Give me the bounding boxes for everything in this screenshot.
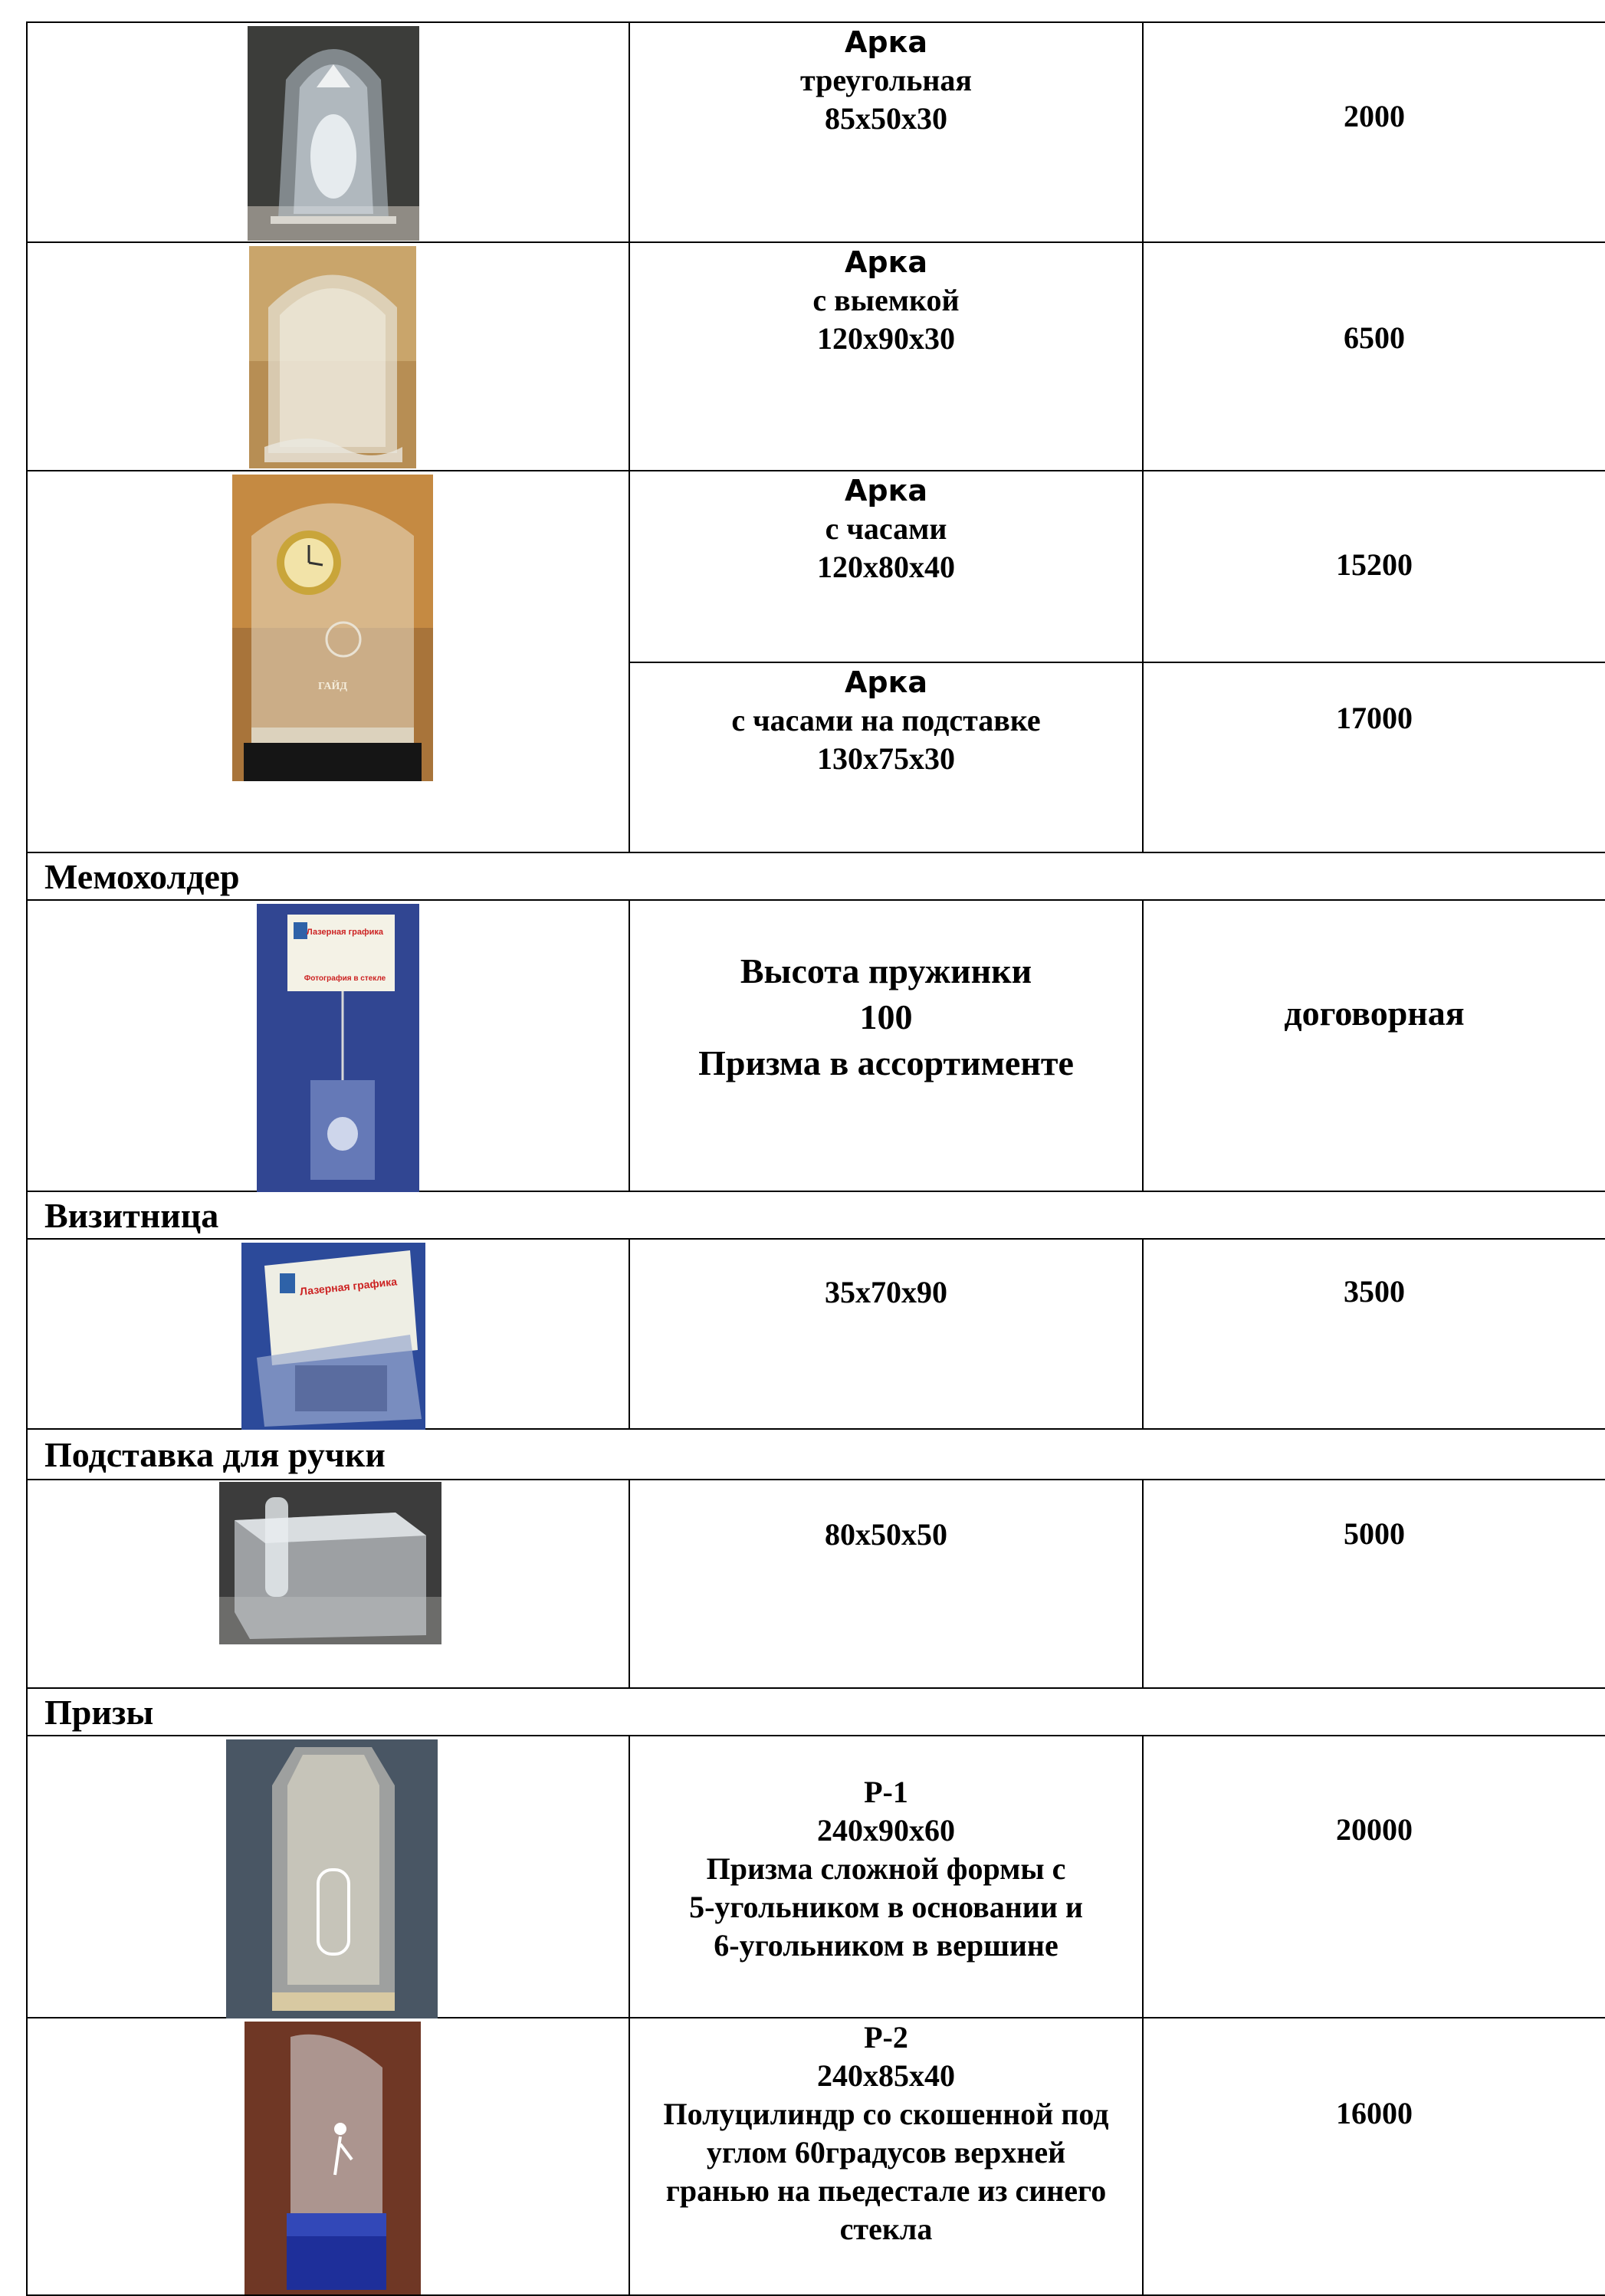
product-size: 120х90х30 [817, 321, 955, 356]
product-title: Арка [844, 665, 928, 699]
table-row [27, 1239, 1605, 1429]
product-detail: 5-угольником в основании и [689, 1890, 1083, 1924]
product-photo-cell [27, 900, 629, 1191]
card-holder-photo [241, 1243, 425, 1430]
product-price: 2000 [1344, 99, 1405, 133]
memo-card-text-2: Фотография в стекле [304, 974, 386, 983]
crystal-arch-triangle-photo [248, 26, 419, 241]
product-description [629, 2018, 1143, 2295]
product-price-cell [1143, 1239, 1605, 1429]
product-description [629, 1736, 1143, 2018]
section-heading: Призы [27, 1688, 1605, 1736]
product-photo-cell [27, 1239, 629, 1429]
product-description [629, 471, 1143, 662]
product-price-cell [1143, 22, 1605, 242]
product-price: 6500 [1344, 320, 1405, 355]
product-size: 120х80х40 [817, 550, 955, 584]
product-code: Р-1 [864, 1775, 908, 1809]
product-price-cell [1143, 471, 1605, 662]
product-variant: с часами на подставке [731, 703, 1041, 737]
product-size: 240х85х40 [817, 2058, 955, 2093]
table-row [27, 22, 1605, 242]
section-heading: Визитница [27, 1191, 1605, 1239]
table-row [27, 471, 1605, 662]
crystal-arch-notch-photo [249, 246, 416, 468]
product-price: 17000 [1336, 701, 1413, 735]
product-photo-cell [27, 242, 629, 471]
product-title: Арка [844, 245, 928, 279]
product-photo-cell [27, 1736, 629, 2018]
product-price-cell [1143, 2018, 1605, 2295]
product-description [629, 900, 1143, 1191]
spring-height-label: Высота пружинки [740, 951, 1032, 990]
memo-card-text: Лазерная графика [306, 928, 384, 937]
pen-stand-photo [219, 1482, 441, 1644]
product-description [629, 662, 1143, 852]
product-size: 130х75х30 [817, 741, 955, 776]
product-photo-cell [27, 1480, 629, 1688]
prize-p1-photo [226, 1739, 438, 2018]
table-row [27, 2018, 1605, 2295]
section-heading: Мемохолдер [27, 852, 1605, 900]
product-description [629, 1239, 1143, 1429]
crystal-arch-clock-photo [232, 475, 433, 781]
product-variant: с часами [825, 511, 947, 546]
product-size: 240х90х60 [817, 1813, 955, 1848]
product-description [629, 1480, 1143, 1688]
product-photo-cell [27, 471, 629, 852]
clock-engraving-text: ГАЙД [317, 681, 348, 692]
product-size: 80х50х50 [825, 1517, 947, 1552]
prism-assortment: Призма в ассортименте [698, 1043, 1074, 1082]
spring-height-value: 100 [859, 997, 913, 1036]
product-description [629, 22, 1143, 242]
price-table [26, 21, 1605, 2296]
product-price: 16000 [1336, 2096, 1413, 2130]
product-detail: углом 60градусов верхней [706, 2135, 1066, 2170]
product-detail: Полуцилиндр со скошенной под [663, 2097, 1109, 2131]
table-row [27, 1736, 1605, 2018]
product-price: 15200 [1336, 547, 1413, 582]
section-heading: Подставка для ручки [27, 1429, 1605, 1480]
product-variant: с выемкой [812, 283, 960, 317]
product-price-cell [1143, 1736, 1605, 2018]
product-detail: 6-угольником в вершине [714, 1928, 1059, 1963]
section-row [27, 1688, 1605, 1736]
section-row [27, 1191, 1605, 1239]
product-photo-cell [27, 2018, 629, 2295]
product-code: Р-2 [864, 2020, 908, 2055]
product-price-cell [1143, 242, 1605, 471]
product-size: 85х50х30 [825, 101, 947, 136]
product-title: Арка [844, 474, 928, 507]
product-photo-cell [27, 22, 629, 242]
product-description [629, 242, 1143, 471]
product-title: Арка [844, 25, 928, 59]
product-price-cell [1143, 1480, 1605, 1688]
product-detail: Призма сложной формы с [706, 1851, 1066, 1886]
section-row [27, 1429, 1605, 1480]
product-detail: стекла [839, 2212, 933, 2246]
product-size: 35х70х90 [825, 1275, 947, 1309]
section-row [27, 852, 1605, 900]
product-price: 3500 [1344, 1274, 1405, 1309]
table-row [27, 242, 1605, 471]
product-price-cell [1143, 900, 1605, 1191]
table-row [27, 1480, 1605, 1688]
product-price: 20000 [1336, 1812, 1413, 1847]
product-variant: треугольная [799, 63, 973, 97]
prize-p2-photo [245, 2022, 421, 2294]
product-price: договорная [1284, 994, 1465, 1033]
table-row [27, 900, 1605, 1191]
product-detail: гранью на пьедестале из синего [665, 2173, 1107, 2208]
product-price: 5000 [1344, 1516, 1405, 1551]
card-text: Лазерная графика [299, 1275, 398, 1298]
memoholder-photo [257, 904, 419, 1192]
product-price-cell [1143, 662, 1605, 852]
